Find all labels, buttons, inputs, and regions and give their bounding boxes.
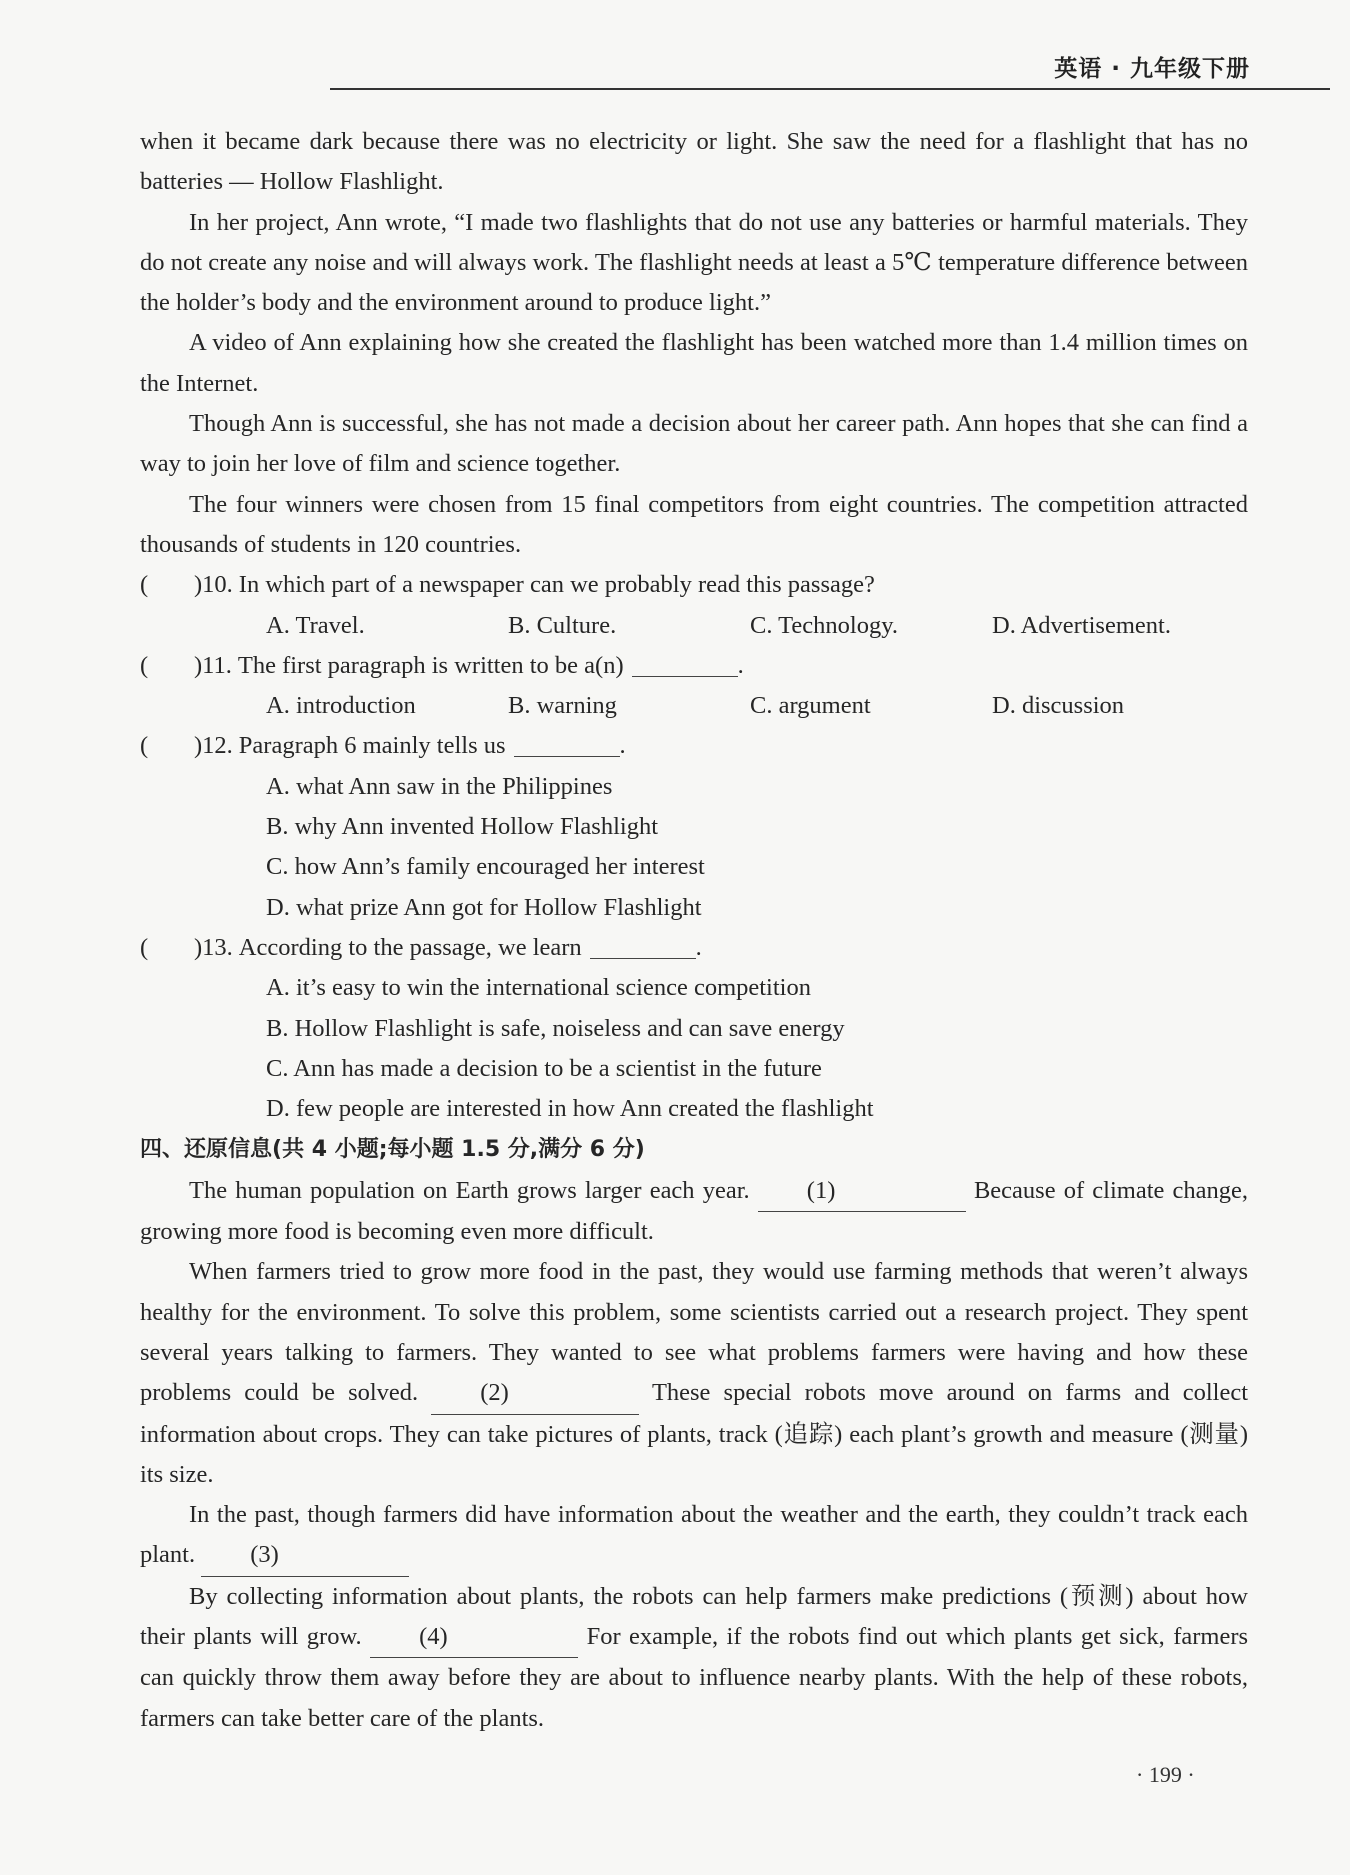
- fill-slot-1[interactable]: (1): [758, 1171, 966, 1212]
- question-number: )11.: [194, 651, 232, 679]
- option-b[interactable]: B. why Ann invented Hollow Flashlight: [266, 813, 658, 841]
- section-instructions: (共 4 小题;每小题 1.5 分,满分 6 分): [272, 1137, 645, 1163]
- section-title: 四、还原信息: [140, 1137, 273, 1163]
- passage-paragraph: Though Ann is successful, she has not made a decision about her career path. Ann hopes that she can find a way to join her love of film and science together.: [140, 410, 1248, 478]
- stem-end: .: [695, 933, 702, 961]
- section4-paragraph-2: [140, 1252, 1248, 1495]
- option-b[interactable]: B. warning: [508, 692, 617, 720]
- answer-blank[interactable]: [632, 646, 738, 677]
- answer-blank[interactable]: [590, 928, 696, 959]
- question-12: [140, 726, 1248, 766]
- fill-slot-4[interactable]: (4): [370, 1617, 578, 1658]
- paragraph-text: Because of climate change, growing more food is becoming even more difficult.: [140, 1176, 1249, 1246]
- paragraph-text: When farmers tried to grow more food in the past, they would use farming methods that weren’t always healthy for the environment. To solve this problem, some scientists carried out a research project. They spent several years talking to farmers. They wanted to see what problems farmers were having and how these problems could be solved.: [140, 1258, 1248, 1407]
- answer-paren[interactable]: (: [140, 732, 149, 760]
- option-d[interactable]: D. Advertisement.: [992, 611, 1171, 639]
- answer-paren[interactable]: (: [140, 933, 149, 961]
- option-a[interactable]: A. introduction: [266, 692, 416, 720]
- paragraph-text: In the past, though farmers did have information about the weather and the earth, they couldn’t track each plant.: [140, 1501, 1248, 1569]
- passage-paragraph: In her project, Ann wrote, “I made two flashlights that do not use any batteries or harmful materials. They do not create any noise and will always work. The flashlight needs at least a 5℃ temperature difference between the holder’s body and the environment around to produce light.”: [140, 208, 1248, 317]
- page-content: [140, 122, 1248, 1739]
- option-d[interactable]: D. what prize Ann got for Hollow Flashlight: [266, 893, 702, 921]
- option-c[interactable]: C. Ann has made a decision to be a scientist in the future: [266, 1054, 822, 1082]
- question-number: )13.: [194, 933, 233, 961]
- question-stem: The first paragraph is written to be a(n): [237, 651, 624, 679]
- question-number: )12.: [194, 732, 233, 760]
- option-c[interactable]: C. argument: [750, 692, 871, 720]
- paragraph-text: These special robots move around on farms and collect information about crops. They can take pictures of plants, track (追踪) each plant’s growth and measure (测量) its size.: [140, 1379, 1248, 1488]
- option-a[interactable]: A. what Ann saw in the Philippines: [266, 772, 613, 800]
- passage-paragraph: when it became dark because there was no electricity or light. She saw the need for a flashlight that has no batteries — Hollow Flashlight.: [140, 128, 1248, 196]
- section4-paragraph-4: [140, 1577, 1248, 1739]
- question-options: [266, 968, 1248, 1129]
- section-heading: [140, 1129, 1248, 1170]
- question-stem: In which part of a newspaper can we probably read this passage?: [238, 571, 875, 599]
- question-11: [140, 646, 1248, 686]
- answer-paren[interactable]: (: [140, 651, 149, 679]
- stem-end: .: [619, 732, 626, 760]
- passage-paragraph: A video of Ann explaining how she created the flashlight has been watched more than 1.4 million times on the Internet.: [140, 329, 1248, 397]
- header-rule: [330, 88, 1330, 90]
- answer-blank[interactable]: [514, 726, 620, 757]
- option-c[interactable]: C. Technology.: [750, 611, 898, 639]
- option-c[interactable]: C. how Ann’s family encouraged her interest: [266, 853, 705, 881]
- header-title: 英语 · 九年级下册: [1054, 56, 1250, 82]
- option-b[interactable]: B. Culture.: [508, 611, 617, 639]
- question-number: )10.: [194, 571, 233, 599]
- paragraph-text: By collecting information about plants, the robots can help farmers make predictions (预测) about how their plants will grow.: [140, 1582, 1248, 1650]
- paragraph-text: For example, if the robots find out which plants get sick, farmers can quickly throw them away before they are about to influence nearby plants. With the help of these robots, farmers can take better care of the plants.: [140, 1622, 1249, 1732]
- passage-paragraph: The four winners were chosen from 15 final competitors from eight countries. The competition attracted thousands of students in 120 countries.: [140, 490, 1248, 558]
- option-b[interactable]: B. Hollow Flashlight is safe, noiseless and can save energy: [266, 1014, 845, 1042]
- question-options: [266, 767, 1248, 928]
- fill-slot-2[interactable]: (2): [431, 1373, 639, 1414]
- stem-end: .: [737, 651, 744, 679]
- question-stem: According to the passage, we learn: [238, 933, 582, 961]
- fill-slot-3[interactable]: (3): [201, 1535, 409, 1576]
- question-10: [140, 565, 1248, 605]
- question-options: [266, 686, 1248, 726]
- page-number: · 199 ·: [1136, 1762, 1195, 1787]
- section4-paragraph-3: [140, 1495, 1248, 1577]
- section4-paragraph-1: [140, 1171, 1248, 1253]
- option-d[interactable]: D. few people are interested in how Ann created the flashlight: [266, 1095, 874, 1123]
- option-a[interactable]: A. Travel.: [266, 611, 365, 639]
- option-a[interactable]: A. it’s easy to win the international science competition: [266, 974, 811, 1002]
- question-stem: Paragraph 6 mainly tells us: [238, 732, 506, 760]
- paragraph-text: The human population on Earth grows larger each year.: [189, 1176, 750, 1204]
- answer-paren[interactable]: (: [140, 571, 149, 599]
- question-options: [266, 606, 1248, 646]
- option-d[interactable]: D. discussion: [992, 692, 1125, 720]
- question-13: [140, 928, 1248, 968]
